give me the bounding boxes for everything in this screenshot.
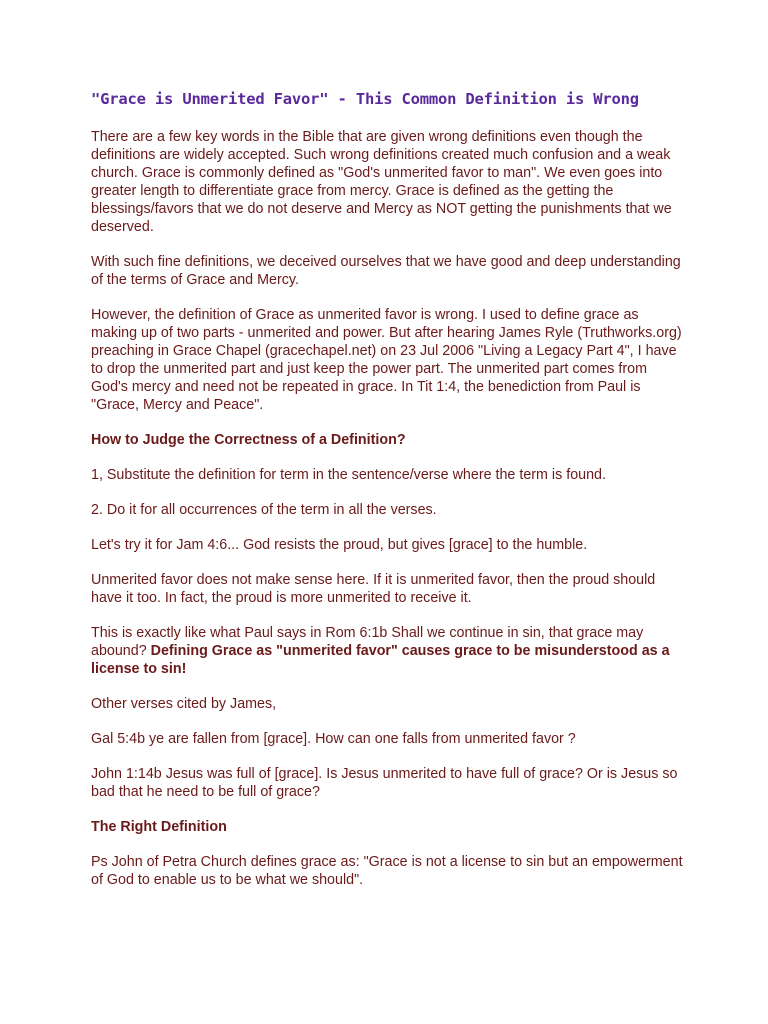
step-one: 1, Substitute the definition for term in the sentence/verse where the term is found. <box>91 467 606 483</box>
heading-judge-correctness: How to Judge the Correctness of a Definition? <box>91 432 406 448</box>
paragraph-fine-definitions: With such fine definitions, we deceived ourselves that we have good and deep understanding of the terms of Grace and Mercy. <box>91 254 681 288</box>
intro-paragraph: There are a few key words in the Bible that are given wrong definitions even though the definitions are widely accepted. Such wrong definitions created much confusion and a weak church. Grace is commonly defined as "God's unmerited favor to man". We even goes into greater length to differentiate grace from mercy. Grace is defined as the getting the blessings/favors that we do not deserve and Mercy as NOT getting the punishments that we deserved. <box>91 129 672 235</box>
paragraph-unmerited-nonsense: Unmerited favor does not make sense here. If it is unmerited favor, then the proud should have it too. In fact, the proud is more unmerited to receive it. <box>91 572 656 606</box>
paragraph-gal-5-4b: Gal 5:4b ye are fallen from [grace]. How can one falls from unmerited favor ? <box>91 731 576 747</box>
paragraph-petra-definition: Ps John of Petra Church defines grace as: "Grace is not a license to sin but an empowerment of God to enable us to be what we should". <box>91 854 683 888</box>
article-title: "Grace is Unmerited Favor" - This Common Definition is Wrong <box>91 90 639 108</box>
paragraph-rom-6-1b <box>91 624 686 678</box>
heading-right-definition: The Right Definition <box>91 819 227 835</box>
rom-text: This is exactly like what Paul says in Rom 6:1b Shall we continue in sin, that grace may abound? <box>91 625 644 659</box>
paragraph-wrong-definition: However, the definition of Grace as unmerited favor is wrong. I used to define grace as making up of two parts - unmerited and power. But after hearing James Ryle (Truthworks.org) preaching in Grace Chapel (gracechapel.net) on 23 Jul 2006 "Living a Legacy Part 4", I have to drop the unmerited part and just keep the power part. The unmerited part comes from God's mercy and need not be repeated in grace. In Tit 1:4, the benediction from Paul is "Grace, Mercy and Peace". <box>91 307 682 413</box>
step-two: 2. Do it for all occurrences of the term in all the verses. <box>91 502 437 518</box>
paragraph-jam-4-6: Let's try it for Jam 4:6... God resists the proud, but gives [grace] to the humble. <box>91 537 588 553</box>
license-to-sin-emphasis: Defining Grace as "unmerited favor" causes grace to be misunderstood as a license to sin! <box>91 643 670 677</box>
paragraph-john-1-14b: John 1:14b Jesus was full of [grace]. Is Jesus unmerited to have full of grace? Or is Jesus so bad that he need to be full of grace? <box>91 766 678 800</box>
paragraph-other-verses: Other verses cited by James, <box>91 696 277 712</box>
